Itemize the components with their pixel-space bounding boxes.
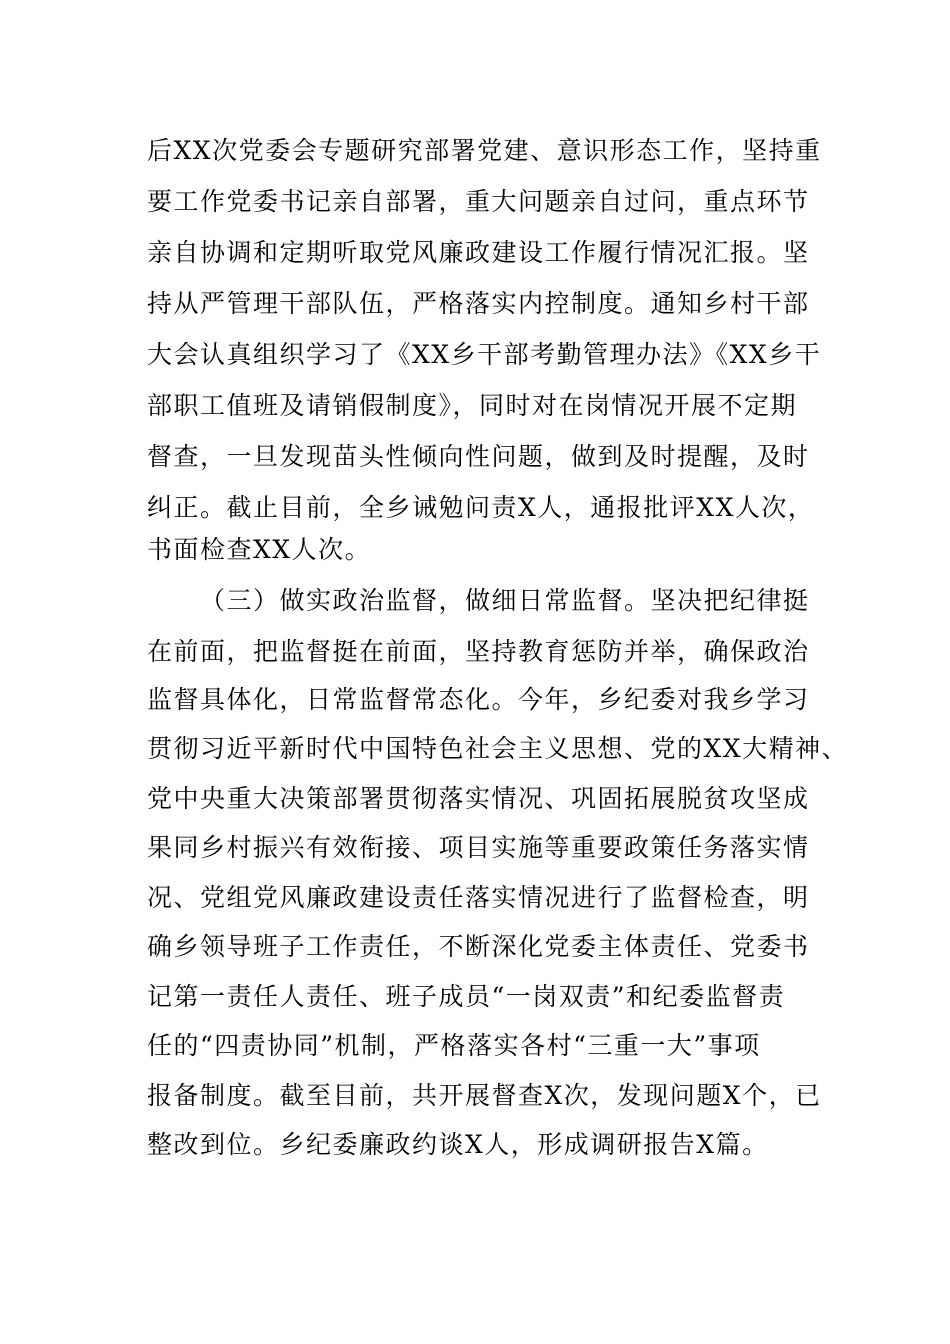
text-line: 任的“四责协同”机制，严格落实各村“三重一大”事项 [147, 1031, 761, 1060]
text-line: 督查，一旦发现苗头性倾向性问题，做到及时提醒，及时 [147, 442, 810, 471]
text-line: 党中央重大决策部署贯彻落实情况、巩固拓展脱贫攻坚成 [147, 784, 810, 813]
text-line: 报备制度。截至目前，共开展督查X次，发现问题X个，已 [147, 1081, 822, 1110]
text-line: 整改到位。乡纪委廉政约谈X人，形成调研报告X篇。 [147, 1130, 769, 1159]
text-line: 亲自协调和定期听取党风廉政建设工作履行情况汇报。坚 [147, 238, 810, 267]
text-line: 监督具体化，日常监督常态化。今年，乡纪委对我乡学习 [147, 685, 810, 714]
text-line: 记第一责任人责任、班子成员“一岗双责”和纪委监督责 [147, 982, 786, 1011]
text-line: 持从严管理干部队伍，严格落实内控制度。通知乡村干部 [147, 289, 810, 318]
section-heading-line: （三）做实政治监督，做细日常监督。坚决把纪律挺 [200, 586, 810, 615]
text-line: 要工作党委书记亲自部署，重大问题亲自过问，重点环节 [147, 187, 810, 216]
text-line: 部职工值班及请销假制度》，同时对在岗情况开展不定期 [147, 391, 798, 420]
text-line: 贯彻习近平新时代中国特色社会主义思想、党的XX大精神、 [147, 734, 849, 763]
text-line: 在前面，把监督挺在前面，坚持教育惩防并举，确保政治 [147, 637, 810, 666]
text-line: 确乡领导班子工作责任，不断深化党委主体责任、党委书 [147, 932, 810, 961]
text-line: 纠正。截止目前，全乡诫勉问责X人，通报批评XX人次， [147, 493, 815, 522]
text-line: 后XX次党委会专题研究部署党建、意识形态工作，坚持重 [147, 136, 822, 165]
text-line: 况、党组党风廉政建设责任落实情况进行了监督检查，明 [147, 883, 810, 912]
text-line: 书面检查XX人次。 [147, 535, 372, 564]
text-line: 大会认真组织学习了《XX乡干部考勤管理办法》《XX乡干 [147, 340, 822, 369]
text-line: 果同乡村振兴有效衔接、项目实施等重要政策任务落实情 [147, 833, 810, 862]
